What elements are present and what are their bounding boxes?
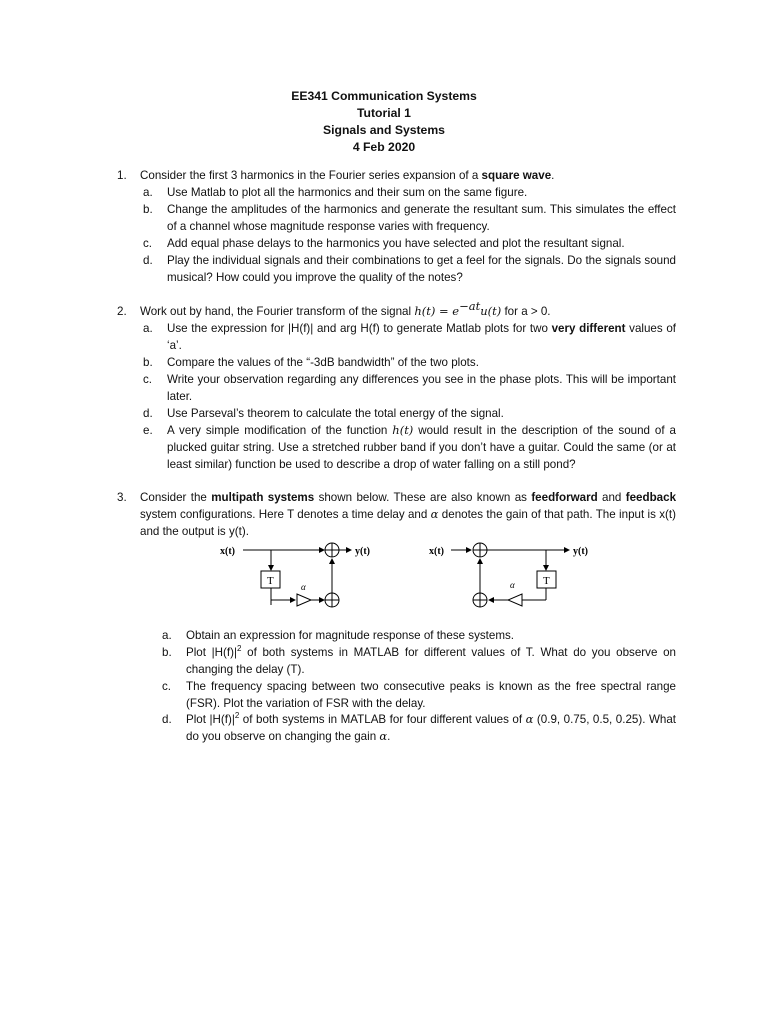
feedback-system-diagram — [425, 540, 595, 612]
question-3a: a. Obtain an expression for magnitude response of these systems. — [162, 629, 515, 642]
output-label: y(t) — [355, 546, 370, 557]
question-3d: d. Plot $|H(f)|^2$ of both systems in MATLAB for four different values of α (0.9, 0.75, 0.5, 0.25). What do you observe on changing the gain α. — [162, 711, 677, 743]
question-1c: c. Add equal phase delays to the harmonics you have selected and plot the resultant signal. — [143, 237, 625, 250]
question-2d: d. Use Parseval’s theorem to calculate the total energy of the signal. — [143, 407, 504, 420]
question-2a: a. Use the expression for |H(f)| and arg H(f) to generate Matlab plots for two very different values of ‘a’. — [143, 322, 676, 352]
gain-amplifier-icon — [508, 594, 522, 606]
input-label: x(t) — [220, 546, 235, 557]
question-1-text: Consider the first 3 harmonics in the Fourier series expansion of a square wave. — [140, 169, 555, 182]
input-label: x(t) — [429, 546, 444, 557]
question-2-text: Work out by hand, the Fourier transform of the signal $h(t) = e^{-at}u(t)$ for a > 0. — [140, 299, 551, 318]
delay-label: T — [543, 575, 550, 587]
question-1-number: 1. — [117, 169, 127, 182]
feedforward-system-diagram — [215, 540, 370, 612]
question-2e: e. A very simple modification of the function h(t) would result in the description of the sound of a plucked guitar string. Use a stretched rubber band if you don’t have a guitar. Could the same (or at least similar) function be used to describe a drop of water falling on a still pond? — [143, 423, 676, 471]
tutorial-topic: Signals and Systems — [323, 123, 445, 137]
question-1d: d. Play the individual signals and their combinations to get a feel for the signals. Do the signals sound musical? How could you improve the quality of the notes? — [143, 254, 676, 284]
output-label: y(t) — [573, 546, 588, 557]
question-3-number: 3. — [117, 491, 127, 504]
question-1b: b. Change the amplitudes of the harmonics and generate the resultant sum. This simulates the effect of a channel whose magnitude response varies with frequency. — [143, 203, 676, 233]
question-3b: b. Plot $|H(f)|^2$ of both systems in MATLAB for different values of T. What do you observe on changing the delay (T). — [162, 644, 676, 676]
question-1a: a. Use Matlab to plot all the harmonics and their sum on the same figure. — [143, 186, 528, 199]
document-header — [0, 88, 768, 156]
course-title: EE341 Communication Systems — [291, 89, 477, 103]
question-3c: c. The frequency spacing between two consecutive peaks is known as the free spectral range (FSR). Plot the variation of FSR with the delay. — [162, 680, 676, 710]
gain-amplifier-icon — [297, 594, 311, 606]
delay-label: T — [267, 575, 274, 587]
tutorial-date: 4 Feb 2020 — [352, 140, 416, 154]
question-2c: c. Write your observation regarding any differences you see in the phase plots. This will be important later. — [143, 373, 676, 403]
question-2-number: 2. — [117, 305, 127, 318]
gain-label: α — [301, 582, 306, 592]
question-3-text: Consider the multipath systems shown below. These are also known as feedforward and feedback system configurations. Here T denotes a time delay and α denotes the gain of that path. The input is x(t) and the output is y(t). — [140, 491, 677, 538]
tutorial-number: Tutorial 1 — [357, 106, 411, 120]
question-2b: b. Compare the values of the “-3dB bandwidth” of the two plots. — [143, 356, 479, 369]
gain-label: α — [510, 580, 515, 590]
